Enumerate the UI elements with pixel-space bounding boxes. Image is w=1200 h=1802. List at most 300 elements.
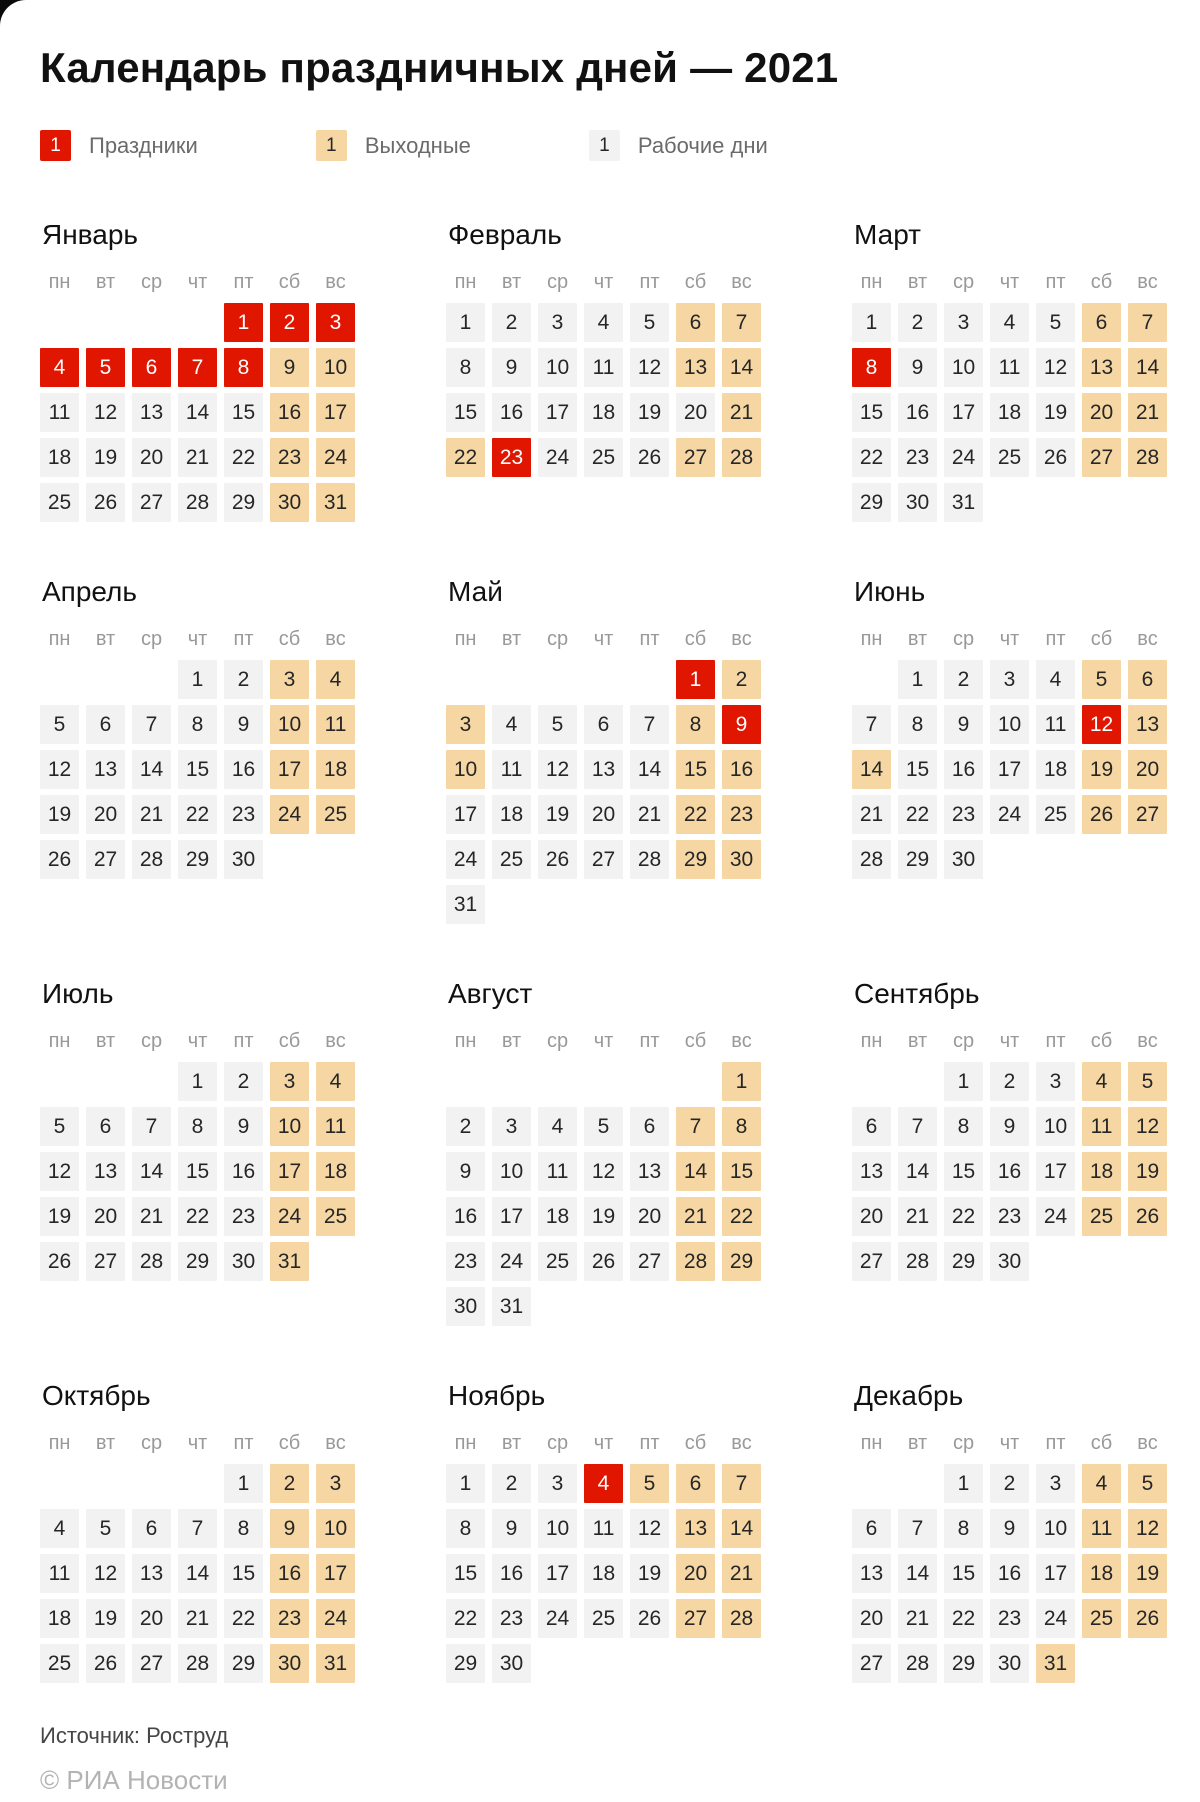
day-cell: 31	[492, 1287, 531, 1326]
day-cell: 27	[86, 840, 125, 879]
day-cell: 12	[86, 1554, 125, 1593]
day-cell: 21	[898, 1599, 937, 1638]
day-cell: 24	[990, 795, 1029, 834]
weekday-label: чт	[187, 1432, 208, 1454]
day-cell: 19	[86, 438, 125, 477]
empty-cell	[40, 303, 79, 342]
weekday-label: пт	[639, 628, 660, 650]
day-cell: 14	[1128, 348, 1167, 387]
day-cell: 19	[40, 795, 79, 834]
weekday-label: пн	[48, 271, 71, 293]
day-cell: 9	[944, 705, 983, 744]
month-title: Январь	[42, 219, 138, 250]
day-cell: 27	[852, 1242, 891, 1281]
day-cell: 29	[178, 1242, 217, 1281]
weekday-label: вт	[501, 1432, 522, 1454]
day-cell: 5	[1082, 660, 1121, 699]
day-cell: 1	[178, 660, 217, 699]
day-cell: 5	[584, 1107, 623, 1146]
day-cell: 12	[40, 1152, 79, 1191]
weekday-label: вт	[907, 628, 928, 650]
day-cell: 17	[1036, 1554, 1075, 1593]
empty-cell	[178, 303, 217, 342]
holiday-swatch: 1	[40, 130, 71, 161]
day-cell: 28	[852, 840, 891, 879]
day-cell: 25	[40, 483, 79, 522]
empty-cell	[538, 1062, 577, 1101]
day-cell: 3	[1036, 1062, 1075, 1101]
day-cell: 6	[630, 1107, 669, 1146]
day-cell: 7	[898, 1509, 937, 1548]
day-cell: 23	[898, 438, 937, 477]
day-cell: 9	[224, 1107, 263, 1146]
day-cell: 20	[676, 393, 715, 432]
day-cell: 27	[630, 1242, 669, 1281]
day-cell: 2	[898, 303, 937, 342]
day-cell: 15	[676, 750, 715, 789]
month-title: Июнь	[854, 576, 926, 607]
day-cell: 2	[990, 1464, 1029, 1503]
day-cell: 12	[1082, 705, 1121, 744]
day-cell: 19	[1128, 1152, 1167, 1191]
day-cell: 22	[898, 795, 937, 834]
day-cell: 2	[270, 1464, 309, 1503]
empty-cell	[132, 1464, 171, 1503]
day-cell: 1	[224, 1464, 263, 1503]
day-cell: 18	[40, 438, 79, 477]
day-cell: 7	[898, 1107, 937, 1146]
empty-cell	[630, 1062, 669, 1101]
day-cell: 27	[1082, 438, 1121, 477]
day-cell: 12	[630, 348, 669, 387]
day-cell: 11	[1082, 1107, 1121, 1146]
day-cell: 3	[316, 1464, 355, 1503]
day-cell: 17	[1036, 1152, 1075, 1191]
day-cell: 14	[722, 348, 761, 387]
day-cell: 24	[446, 840, 485, 879]
day-cell: 28	[630, 840, 669, 879]
copyright-note: © РИА Новости	[40, 1765, 228, 1795]
day-cell: 13	[1082, 348, 1121, 387]
day-cell: 2	[446, 1107, 485, 1146]
day-cell: 13	[584, 750, 623, 789]
day-cell: 9	[990, 1509, 1029, 1548]
day-cell: 3	[538, 1464, 577, 1503]
day-cell: 12	[1128, 1509, 1167, 1548]
day-cell: 17	[538, 1554, 577, 1593]
day-cell: 29	[224, 1644, 263, 1683]
day-grid	[40, 660, 355, 879]
day-cell: 15	[852, 393, 891, 432]
weekday-label: пт	[1045, 1432, 1066, 1454]
weekday-label: сб	[684, 1030, 707, 1052]
day-cell: 11	[40, 393, 79, 432]
empty-cell	[86, 1464, 125, 1503]
day-cell: 16	[898, 393, 937, 432]
weekday-header	[446, 628, 761, 651]
day-cell: 26	[630, 438, 669, 477]
weekday-label: пн	[454, 628, 477, 650]
day-cell: 23	[990, 1197, 1029, 1236]
day-cell: 27	[1128, 795, 1167, 834]
month-title: Апрель	[42, 576, 137, 607]
day-cell: 4	[492, 705, 531, 744]
day-cell: 22	[944, 1197, 983, 1236]
empty-cell	[898, 1062, 937, 1101]
day-cell: 12	[584, 1152, 623, 1191]
month-title: Май	[448, 576, 503, 607]
day-cell: 6	[1082, 303, 1121, 342]
day-cell: 25	[316, 795, 355, 834]
day-cell: 19	[1082, 750, 1121, 789]
day-cell: 29	[722, 1242, 761, 1281]
day-cell: 8	[852, 348, 891, 387]
empty-cell	[132, 303, 171, 342]
day-cell: 7	[132, 1107, 171, 1146]
day-cell: 28	[898, 1242, 937, 1281]
weekday-label: вс	[1137, 271, 1158, 293]
day-cell: 15	[224, 1554, 263, 1593]
day-cell: 13	[676, 348, 715, 387]
day-cell: 3	[446, 705, 485, 744]
day-cell: 16	[270, 1554, 309, 1593]
day-cell: 23	[270, 438, 309, 477]
month-march	[852, 219, 1167, 522]
day-cell: 15	[178, 750, 217, 789]
weekday-header	[852, 1432, 1167, 1455]
day-cell: 8	[446, 1509, 485, 1548]
day-cell: 4	[990, 303, 1029, 342]
weekday-label: ср	[140, 1432, 163, 1454]
day-cell: 18	[40, 1599, 79, 1638]
day-cell: 25	[584, 1599, 623, 1638]
day-cell: 23	[492, 438, 531, 477]
weekday-label: сб	[278, 1030, 301, 1052]
weekday-label: ср	[140, 628, 163, 650]
day-grid	[40, 1062, 355, 1281]
day-cell: 23	[944, 795, 983, 834]
day-cell: 20	[852, 1599, 891, 1638]
day-cell: 6	[852, 1107, 891, 1146]
day-cell: 31	[316, 483, 355, 522]
day-cell: 25	[538, 1242, 577, 1281]
day-cell: 18	[584, 1554, 623, 1593]
day-cell: 25	[492, 840, 531, 879]
day-cell: 16	[990, 1152, 1029, 1191]
day-grid	[446, 1464, 761, 1683]
day-cell: 30	[270, 483, 309, 522]
day-cell: 11	[316, 1107, 355, 1146]
legend-item-holidays	[40, 130, 198, 161]
day-cell: 17	[944, 393, 983, 432]
day-cell: 14	[722, 1509, 761, 1548]
month-october	[40, 1380, 355, 1683]
day-cell: 2	[944, 660, 983, 699]
day-cell: 3	[538, 303, 577, 342]
day-grid	[40, 1464, 355, 1683]
month-may	[446, 576, 761, 924]
weekday-label: сб	[1090, 1432, 1113, 1454]
day-cell: 20	[630, 1197, 669, 1236]
legend	[40, 130, 1160, 161]
day-cell: 30	[898, 483, 937, 522]
day-cell: 4	[1082, 1062, 1121, 1101]
day-cell: 20	[86, 795, 125, 834]
day-cell: 30	[990, 1242, 1029, 1281]
weekday-label: вс	[1137, 1030, 1158, 1052]
day-cell: 9	[224, 705, 263, 744]
workday-swatch: 1	[589, 130, 620, 161]
day-cell: 19	[630, 1554, 669, 1593]
weekday-label: чт	[593, 1030, 614, 1052]
weekday-label: пн	[454, 1030, 477, 1052]
day-cell: 7	[722, 1464, 761, 1503]
day-cell: 30	[224, 1242, 263, 1281]
day-cell: 14	[132, 750, 171, 789]
day-cell: 18	[1082, 1152, 1121, 1191]
legend-item-weekends	[316, 130, 471, 161]
day-cell: 10	[316, 348, 355, 387]
day-cell: 25	[1036, 795, 1075, 834]
day-cell: 29	[224, 483, 263, 522]
day-cell: 10	[538, 1509, 577, 1548]
day-cell: 31	[316, 1644, 355, 1683]
weekday-label: пт	[233, 271, 254, 293]
weekday-label: пт	[233, 1432, 254, 1454]
day-cell: 15	[944, 1554, 983, 1593]
day-cell: 6	[852, 1509, 891, 1548]
day-cell: 19	[630, 393, 669, 432]
weekday-label: чт	[187, 628, 208, 650]
weekday-header	[852, 271, 1167, 294]
day-cell: 13	[1128, 705, 1167, 744]
day-cell: 17	[538, 393, 577, 432]
day-cell: 18	[1036, 750, 1075, 789]
day-cell: 30	[446, 1287, 485, 1326]
day-cell: 26	[40, 840, 79, 879]
empty-cell	[40, 1464, 79, 1503]
day-cell: 7	[630, 705, 669, 744]
day-cell: 1	[944, 1464, 983, 1503]
day-cell: 22	[852, 438, 891, 477]
day-cell: 22	[722, 1197, 761, 1236]
weekday-label: вт	[907, 1432, 928, 1454]
day-cell: 22	[224, 1599, 263, 1638]
day-cell: 20	[584, 795, 623, 834]
day-grid	[40, 303, 355, 522]
day-cell: 14	[630, 750, 669, 789]
day-cell: 18	[990, 393, 1029, 432]
day-cell: 22	[224, 438, 263, 477]
weekday-label: пт	[1045, 628, 1066, 650]
day-cell: 7	[1128, 303, 1167, 342]
day-cell: 17	[270, 750, 309, 789]
day-cell: 2	[492, 1464, 531, 1503]
weekday-label: пт	[233, 628, 254, 650]
day-cell: 14	[898, 1554, 937, 1593]
day-cell: 20	[86, 1197, 125, 1236]
day-cell: 27	[676, 1599, 715, 1638]
day-cell: 28	[898, 1644, 937, 1683]
empty-cell	[492, 1062, 531, 1101]
day-cell: 26	[86, 483, 125, 522]
day-cell: 25	[40, 1644, 79, 1683]
weekday-label: вс	[731, 1030, 752, 1052]
day-cell: 15	[446, 393, 485, 432]
empty-cell	[538, 660, 577, 699]
empty-cell	[630, 660, 669, 699]
empty-cell	[584, 660, 623, 699]
day-cell: 25	[316, 1197, 355, 1236]
month-april	[40, 576, 355, 924]
day-cell: 15	[446, 1554, 485, 1593]
empty-cell	[492, 660, 531, 699]
day-cell: 13	[676, 1509, 715, 1548]
day-cell: 20	[852, 1197, 891, 1236]
empty-cell	[852, 660, 891, 699]
legend-label-workdays: Рабочие дни	[637, 132, 768, 158]
day-cell: 3	[944, 303, 983, 342]
day-cell: 30	[224, 840, 263, 879]
day-cell: 29	[944, 1644, 983, 1683]
weekday-label: пн	[454, 271, 477, 293]
day-cell: 3	[990, 660, 1029, 699]
day-cell: 24	[944, 438, 983, 477]
weekday-header	[40, 271, 355, 294]
day-cell: 2	[492, 303, 531, 342]
weekday-label: ср	[546, 1030, 569, 1052]
weekday-label: ср	[546, 271, 569, 293]
footer	[40, 1723, 1160, 1796]
day-cell: 3	[492, 1107, 531, 1146]
day-cell: 14	[178, 1554, 217, 1593]
day-cell: 13	[852, 1152, 891, 1191]
day-cell: 7	[852, 705, 891, 744]
day-cell: 4	[40, 1509, 79, 1548]
month-august	[446, 978, 761, 1326]
month-title: Декабрь	[854, 1380, 964, 1411]
weekday-label: пн	[48, 628, 71, 650]
weekday-label: пн	[860, 271, 883, 293]
day-cell: 28	[178, 1644, 217, 1683]
day-cell: 26	[584, 1242, 623, 1281]
weekday-label: пт	[233, 1030, 254, 1052]
weekday-header	[40, 1030, 355, 1053]
day-cell: 12	[538, 750, 577, 789]
day-cell: 3	[316, 303, 355, 342]
day-cell: 1	[224, 303, 263, 342]
day-cell: 19	[584, 1197, 623, 1236]
day-cell: 1	[446, 303, 485, 342]
day-cell: 22	[446, 1599, 485, 1638]
weekday-label: чт	[593, 271, 614, 293]
day-cell: 10	[270, 1107, 309, 1146]
day-cell: 28	[722, 1599, 761, 1638]
month-november	[446, 1380, 761, 1683]
day-cell: 14	[178, 393, 217, 432]
month-february	[446, 219, 761, 522]
weekday-label: вт	[907, 1030, 928, 1052]
day-cell: 4	[1082, 1464, 1121, 1503]
day-cell: 21	[722, 393, 761, 432]
day-cell: 19	[1128, 1554, 1167, 1593]
day-cell: 26	[86, 1644, 125, 1683]
empty-cell	[86, 660, 125, 699]
day-cell: 31	[270, 1242, 309, 1281]
weekday-label: вт	[95, 628, 116, 650]
day-cell: 18	[1082, 1554, 1121, 1593]
day-cell: 8	[944, 1509, 983, 1548]
weekday-label: вт	[95, 1432, 116, 1454]
day-cell: 29	[178, 840, 217, 879]
day-cell: 25	[990, 438, 1029, 477]
day-cell: 16	[224, 750, 263, 789]
day-cell: 8	[898, 705, 937, 744]
day-cell: 27	[852, 1644, 891, 1683]
day-cell: 5	[40, 1107, 79, 1146]
day-cell: 24	[1036, 1599, 1075, 1638]
day-cell: 21	[178, 1599, 217, 1638]
day-cell: 28	[132, 840, 171, 879]
weekday-label: вт	[907, 271, 928, 293]
day-cell: 16	[446, 1197, 485, 1236]
day-cell: 23	[722, 795, 761, 834]
day-cell: 18	[584, 393, 623, 432]
month-september	[852, 978, 1167, 1326]
day-cell: 10	[944, 348, 983, 387]
day-cell: 20	[1082, 393, 1121, 432]
day-grid	[446, 303, 761, 477]
day-cell: 26	[538, 840, 577, 879]
day-cell: 29	[852, 483, 891, 522]
weekday-label: чт	[999, 628, 1020, 650]
day-cell: 7	[178, 1509, 217, 1548]
weekday-label: ср	[952, 1030, 975, 1052]
weekday-label: ср	[140, 1030, 163, 1052]
empty-cell	[852, 1062, 891, 1101]
day-cell: 2	[224, 1062, 263, 1101]
day-cell: 14	[132, 1152, 171, 1191]
weekday-label: сб	[278, 1432, 301, 1454]
day-cell: 9	[270, 348, 309, 387]
day-cell: 2	[990, 1062, 1029, 1101]
day-cell: 15	[944, 1152, 983, 1191]
weekday-label: вс	[1137, 628, 1158, 650]
day-cell: 4	[316, 1062, 355, 1101]
day-cell: 22	[944, 1599, 983, 1638]
day-cell: 17	[446, 795, 485, 834]
day-cell: 19	[40, 1197, 79, 1236]
page-title: Календарь праздничных дней — 2021	[40, 44, 839, 91]
day-cell: 16	[722, 750, 761, 789]
day-cell: 27	[676, 438, 715, 477]
day-grid	[852, 303, 1167, 522]
day-cell: 28	[178, 483, 217, 522]
empty-cell	[446, 1062, 485, 1101]
day-cell: 24	[316, 1599, 355, 1638]
day-cell: 24	[538, 438, 577, 477]
weekday-label: сб	[278, 628, 301, 650]
day-cell: 4	[584, 303, 623, 342]
day-cell: 28	[1128, 438, 1167, 477]
month-title: Февраль	[448, 219, 562, 250]
day-cell: 21	[676, 1197, 715, 1236]
day-cell: 14	[852, 750, 891, 789]
day-cell: 7	[722, 303, 761, 342]
day-cell: 6	[132, 348, 171, 387]
day-cell: 11	[584, 348, 623, 387]
day-cell: 8	[446, 348, 485, 387]
